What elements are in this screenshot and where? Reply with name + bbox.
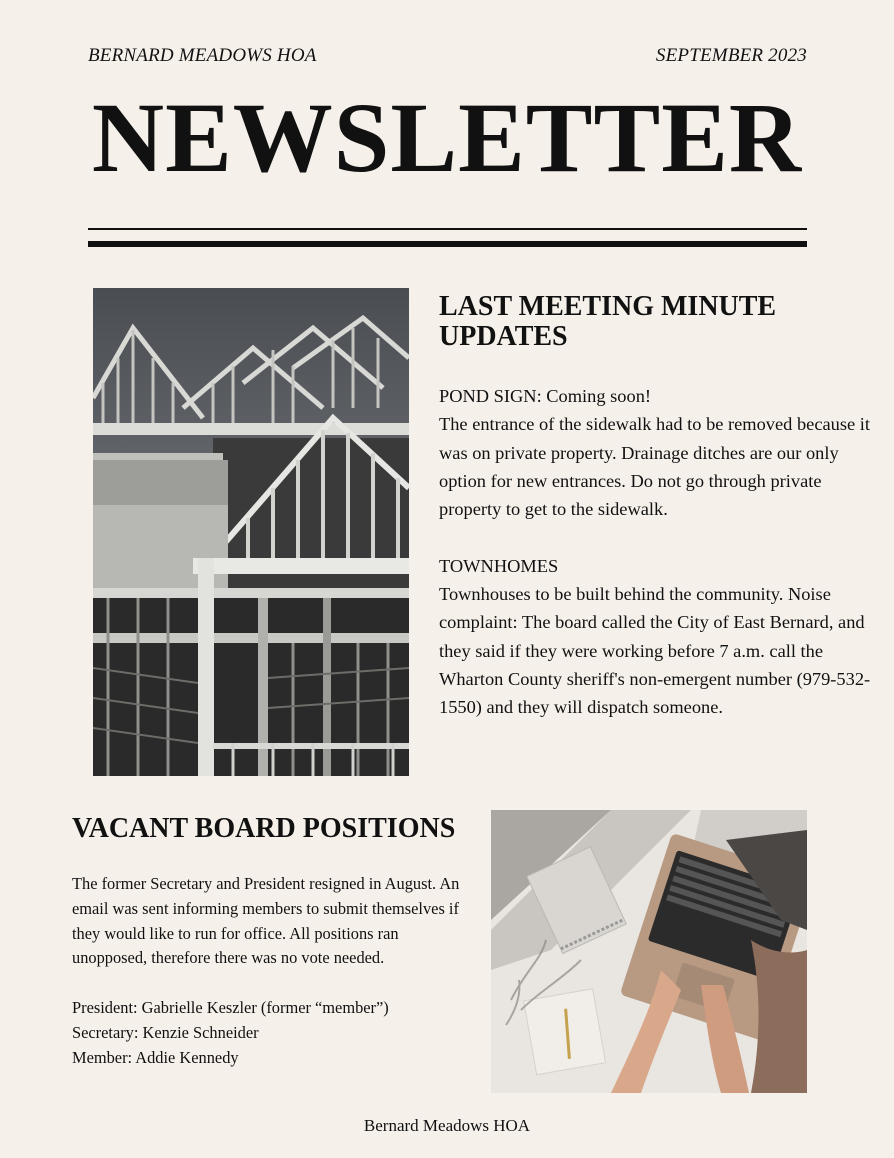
meeting-minutes-title-line1: LAST MEETING MINUTE [439, 291, 777, 322]
meeting-minutes-body [439, 382, 879, 722]
masthead-title: NEWSLETTER [91, 82, 803, 193]
organization-name: BERNARD MEADOWS HOA [88, 45, 317, 66]
vacant-board-body [72, 872, 467, 1070]
construction-framing-photo [93, 288, 409, 776]
member-line: Member: Addie Kennedy [72, 1047, 239, 1067]
townhomes-heading: TOWNHOMES [439, 555, 559, 576]
masthead-rule-thick [88, 241, 807, 247]
meeting-minutes-title-line2: UPDATES [439, 321, 568, 352]
masthead-rule-thin [88, 228, 807, 230]
issue-date: SEPTEMBER 2023 [655, 45, 807, 66]
townhomes-text: Townhouses to be built behind the community. Noise complaint: The board called the City of East Bernard, and they said if they were working before 7 a.m. call the Wharton County sheriff's non-emergent number (979-532-1550) and they will dispatch someone. [439, 584, 871, 718]
meeting-minutes-title [439, 292, 839, 352]
laptop-desk-photo [491, 810, 807, 1093]
footer-org-name: Bernard Meadows HOA [363, 1116, 531, 1135]
vacant-board-title: VACANT BOARD POSITIONS [72, 813, 456, 844]
vacant-board-text: The former Secretary and President resigned in August. An email was sent informing members to submit themselves if they would like to run for office. All positions ran unopposed, therefore there was no vote needed. [72, 874, 460, 968]
pond-sign-heading: POND SIGN: Coming soon! [439, 386, 652, 406]
president-line: President: Gabrielle Keszler (former “member”) [72, 997, 389, 1017]
pond-sign-text: The entrance of the sidewalk had to be removed because it was on private property. Drainage ditches are our only option for new entrances. Do not go through private property to get to the sidewalk. [439, 414, 870, 520]
secretary-line: Secretary: Kenzie Schneider [72, 1022, 259, 1042]
